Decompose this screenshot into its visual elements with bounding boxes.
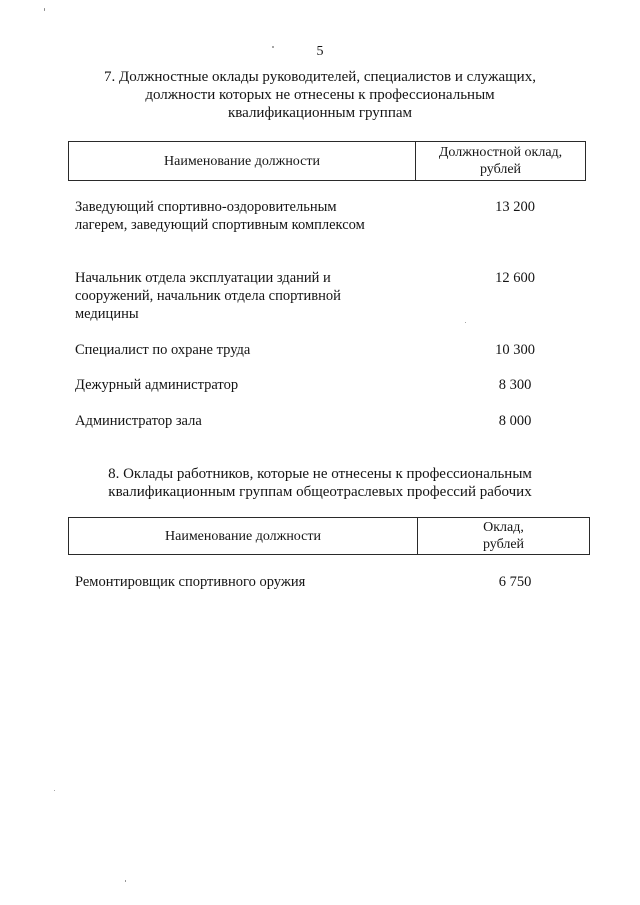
position-name-line: сооружений, начальник отдела спортивной [75,288,341,304]
scan-speck [272,46,274,48]
column-header-position: Наименование должности [69,142,416,180]
position-name-line: Администратор зала [75,413,202,429]
position-name-line: медицины [75,306,139,322]
position-name-line: Ремонтировщик спортивного оружия [75,574,306,590]
scan-speck [125,880,126,882]
position-name [75,198,395,234]
position-name-line: Дежурный администратор [75,377,239,393]
column-header-position: Наименование должности [69,518,418,554]
scan-speck [44,8,45,11]
column-header-salary [418,518,589,554]
salary-value: 12 600 [495,270,535,286]
heading-line: 7. Должностные оклады руководителей, специалистов и служащих, [104,69,536,85]
position-name [75,341,395,359]
heading-line: квалификационным группам [227,105,413,121]
salary-value: 13 200 [495,199,535,215]
heading-line: 8. Оклады работников, которые не отнесены к профессиональным [108,466,532,482]
section-8-heading [60,465,580,501]
salary-value: 6 750 [498,574,532,590]
position-name-line: Специалист по охране труда [75,342,251,358]
salary-value: 8 300 [498,377,532,393]
salary-value: 8 000 [498,413,532,429]
scan-speck [54,790,55,791]
section-7-table-header [68,141,586,181]
position-name [75,376,395,394]
salary-value: 10 300 [495,342,535,358]
position-name [75,269,395,323]
salary-header-line: Оклад, [483,520,524,535]
heading-line: квалификационным группам общеотраслевых профессий рабочих [108,484,532,500]
position-name-line: Заведующий спортивно-оздоровительным [75,199,337,215]
scan-speck [465,322,466,323]
position-name-line: лагерем, заведующий спортивным комплексом [75,217,365,233]
section-7-heading [60,68,580,122]
page-number: 5 [316,44,324,59]
salary-header-line: Должностной оклад, [438,145,563,160]
heading-line: должности которых не отнесены к профессиональным [145,87,495,103]
position-name [75,412,395,430]
column-header-salary [416,142,585,180]
position-name-line: Начальник отдела эксплуатации зданий и [75,270,331,286]
position-name [75,573,395,591]
section-8-table-header [68,517,590,555]
salary-header-line: рублей [479,162,522,177]
salary-header-line: рублей [482,537,525,552]
